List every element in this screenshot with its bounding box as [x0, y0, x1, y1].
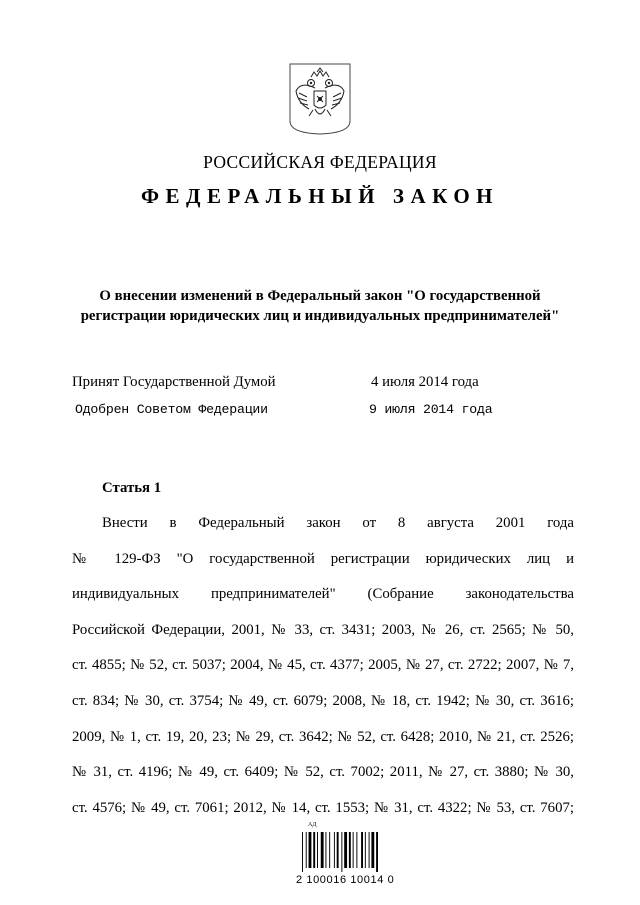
barcode-bar — [344, 832, 347, 868]
council-approval-date: 9 июля 2014 года — [369, 402, 493, 417]
article-line: индивидуальных предпринимателей" (Собрание законодательства — [72, 586, 574, 603]
barcode-bar — [376, 832, 378, 872]
barcode-bar — [309, 832, 312, 868]
barcode-bar — [356, 832, 357, 868]
barcode-bar — [353, 832, 354, 868]
barcode-mark: АД — [308, 822, 317, 828]
barcode-bar — [321, 832, 324, 868]
barcode-bar — [365, 832, 366, 868]
duma-adoption-label: Принят Государственной Думой — [72, 374, 276, 390]
council-approval-label: Одобрен Советом Федерации — [75, 402, 268, 417]
country-name: РОССИЙСКАЯ ФЕДЕРАЦИЯ — [203, 152, 437, 172]
barcode-bar — [306, 832, 307, 868]
law-title — [60, 286, 580, 326]
barcode-bar — [341, 832, 342, 872]
barcode-bar — [325, 832, 326, 868]
article-line: ст. 4576; № 49, ст. 7061; 2012, № 14, ст. 1553; № 31, ст. 4322; № 53, ст. 7607; — [72, 799, 574, 816]
barcode-bar — [302, 832, 303, 872]
coat-of-arms-icon — [289, 63, 351, 135]
article-line: Российской Федерации, 2001, № 33, ст. 3431; 2003, № 26, ст. 2565; № 50, — [72, 621, 574, 638]
article-line: № 129-ФЗ "О государственной регистрации юридических лиц и — [72, 550, 574, 567]
law-title-line: регистрации юридических лиц и индивидуальных предпринимателей" — [80, 308, 560, 324]
barcode-bar — [361, 832, 363, 868]
barcode-bar — [349, 832, 351, 868]
barcode-bar — [369, 832, 370, 868]
article-line: 2009, № 1, ст. 19, 20, 23; № 29, ст. 3642; № 52, ст. 6428; 2010, № 21, ст. 2526; — [72, 728, 574, 745]
article-body — [72, 511, 574, 831]
law-title-line: О внесении изменений в Федеральный закон "О государственной — [99, 288, 541, 304]
document-type: ФЕДЕРАЛЬНЫЙ ЗАКОН — [141, 184, 499, 208]
barcode-bar — [317, 832, 318, 868]
article-line: № 31, ст. 4196; № 49, ст. 6409; № 52, ст. 7002; 2011, № 27, ст. 3880; № 30, — [72, 764, 574, 781]
article-line: ст. 834; № 30, ст. 3754; № 49, ст. 6079; 2008, № 18, ст. 1942; № 30, ст. 3616; — [72, 692, 574, 709]
barcode-number: 2 100016 10014 0 — [296, 874, 395, 886]
barcode-icon — [302, 832, 392, 872]
duma-adoption-date: 4 июля 2014 года — [371, 374, 479, 390]
barcode-bar — [313, 832, 315, 868]
barcode-bar — [337, 832, 339, 868]
barcode-bar — [334, 832, 335, 868]
barcode-bar — [329, 832, 330, 868]
article-line: Внести в Федеральный закон от 8 августа 2001 года — [102, 515, 574, 531]
barcode-bar — [371, 832, 374, 868]
article-heading: Статья 1 — [102, 480, 162, 496]
article-line: ст. 4855; № 52, ст. 5037; 2004, № 45, ст. 4377; 2005, № 27, ст. 2722; 2007, № 7, — [72, 657, 574, 674]
